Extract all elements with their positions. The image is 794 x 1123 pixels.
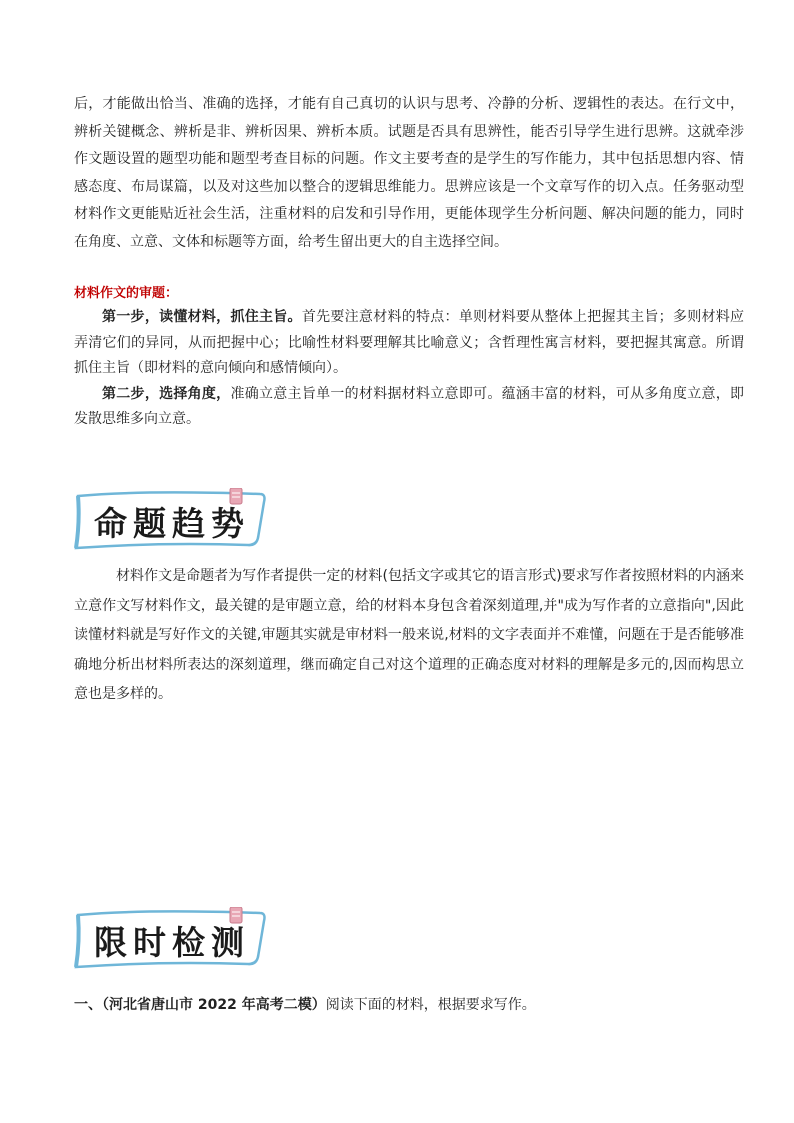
review-heading: 材料作文的审题：: [74, 286, 179, 301]
step-2-label: 第二步，选择角度，: [102, 385, 231, 402]
step-2-text: 准确立意主旨单一的材料据材料立意即可。蕴涵丰富的材料，可从多角度立意，即发散思维多向立意。: [74, 385, 745, 427]
test-banner: [72, 907, 268, 969]
question-1-source: （河北省唐山市 2022 年高考二模）: [102, 997, 326, 1013]
test-banner-title: 限时检测: [94, 923, 250, 962]
step-2: [74, 382, 744, 433]
step-1-text: 首先要注意材料的特点：单则材料要从整体上把握其主旨；多则材料应弄清它们的异同，从而把握中心；比喻性材料要理解其比喻意义；含哲理性寓言材料，要把握其寓意。所谓抓住主旨（即材料的意向倾向和感情倾向）。: [74, 309, 745, 376]
trend-banner-title: 命题趋势: [94, 504, 250, 543]
intro-paragraph: 后，才能做出恰当、准确的选择，才能有自己真切的认识与思考、冷静的分析、逻辑性的表达。在行文中，辨析关键概念、辨析是非、辨析因果、辨析本质。试题是否具有思辨性，能否引导学生进行思辨。这就牵涉作文题设置的题型功能和题型考查目标的问题。作文主要考查的是学生的写作能力，其中包括思想内容、情感态度、布局谋篇，以及对这些加以整合的逻辑思维能力。思辨应该是一个文章写作的切入点。任务驱动型材料作文更能贴近社会生活，注重材料的启发和引导作用，更能体现学生分析问题、解决问题的能力，同时在角度、立意、文体和标题等方面，给考生留出更大的自主选择空间。: [74, 96, 744, 250]
question-1-text: 阅读下面的材料，根据要求写作。: [325, 997, 536, 1013]
question-1: [74, 994, 536, 1014]
step-1: [74, 305, 744, 382]
question-1-number: 一、: [74, 997, 102, 1013]
trend-banner: [72, 488, 268, 550]
review-steps: [74, 305, 744, 433]
trend-paragraph: 材料作文是命题者为写作者提供一定的材料(包括文字或其它的语言形式)要求写作者按照材料的内涵来立意作文写材料作文，最关键的是审题立意，给的材料本身包含着深刻道理,并"成为写作者的立意指向",因此读懂材料就是写好作文的关键,审题其实就是审材料一般来说,材料的文字表面并不难懂，问题在于是否能够准确地分析出材料所表达的深刻道理，继而确定自己对这个道理的正确态度对材料的理解是多元的,因而构思立意也是多样的。: [74, 568, 744, 702]
step-1-label: 第一步，读懂材料，抓住主旨。: [102, 309, 302, 325]
